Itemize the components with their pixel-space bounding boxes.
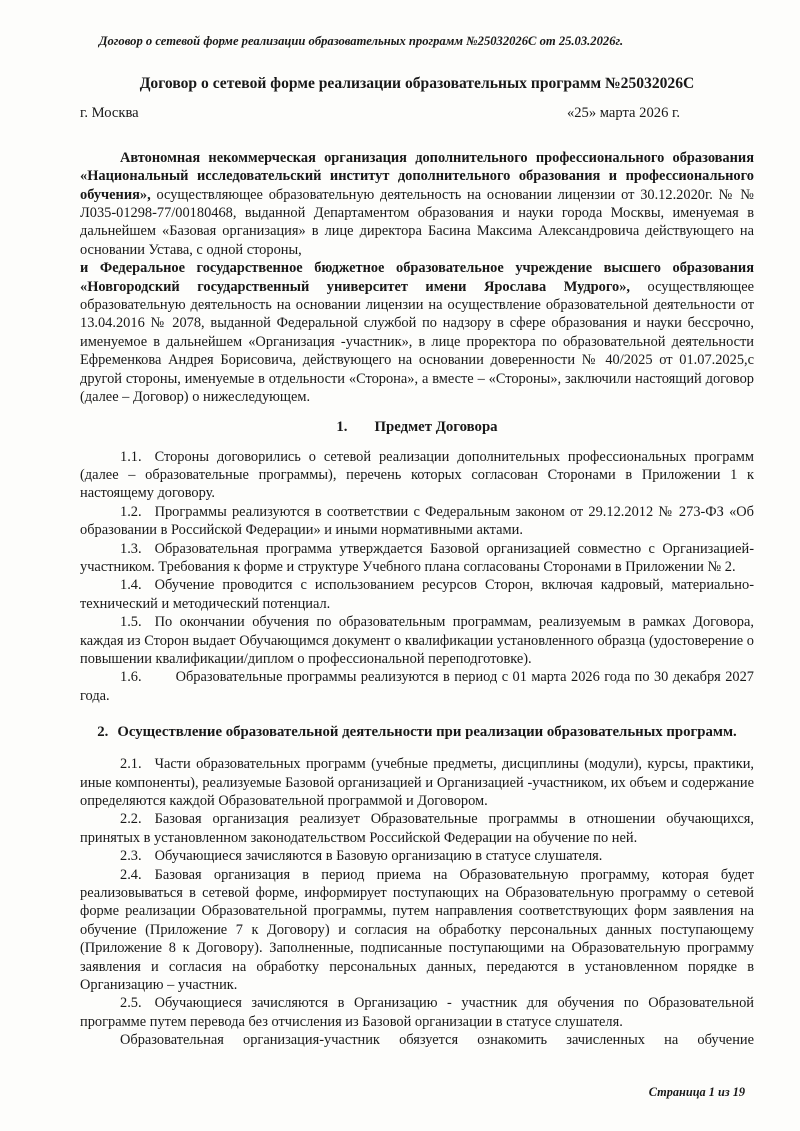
clause-1-5-number: 1.5. (120, 614, 142, 631)
clause-2-1-text: Части образовательных программ (учебные предметы, дисциплины (модули), курсы, практики, иные компоненты), реализуемые Базовой организацией и Организацией -участником, их объем и содержание определяются каждой Образовательной программой и Договором. (80, 756, 754, 809)
clause-2-1 (80, 755, 754, 810)
clause-1-2 (80, 503, 754, 540)
section-1-heading (80, 418, 754, 437)
clause-1-3-text: Образовательная программа утверждается Базовой организацией совместно с Организацией-участником. Требования к форме и структуре Учебного плана согласованы Сторонами в Приложении № 2. (80, 540, 754, 575)
place-date-row (80, 104, 754, 122)
clause-1-2-number: 1.2. (120, 503, 142, 520)
document-title: Договор о сетевой форме реализации образовательных программ №25032026С (139, 75, 695, 93)
clause-2-3-number: 2.3. (120, 848, 142, 865)
clause-2-1-number: 2.1. (120, 756, 142, 773)
clause-2-2-text: Базовая организация реализует Образовательные программы в отношении обучающихся, принятых в установленном законодательством Российской Федерации на обучение по ней. (80, 811, 754, 846)
clause-1-5 (80, 613, 754, 668)
section-2-title: Осуществление образовательной деятельности при реализации образовательных программ. (117, 724, 737, 741)
clause-2-4 (80, 866, 754, 995)
clause-2-5-text: Обучающиеся зачисляются в Организацию - участник для обучения по Образовательной программе путем перевода без отчисления из Базовой организации в статусе слушателя. (80, 995, 754, 1030)
clause-1-6-number: 1.6. (120, 669, 142, 686)
clause-1-3-number: 1.3. (120, 540, 142, 557)
party-2-name: и Федеральное государственное бюджетное образовательное учреждение высшего образования «Новгородский государственный университет имени Ярослава Мудрого», (80, 260, 754, 295)
party-1-name: Автономная некоммерческая организация дополнительного профессионального образования «Национальный исследовательский институт дополнительного образования и профессионального обучения», (80, 149, 754, 203)
section-2-number: 2. (97, 724, 109, 741)
preamble-party-2 (80, 259, 754, 406)
running-header: Договор о сетевой форме реализации образовательных программ №25032026С от 25.03.2026г. (98, 34, 624, 48)
clause-1-2-text: Программы реализуются в соответствии с Федеральным законом от 29.12.2012 № 273-ФЗ «Об образовании в Российской Федерации» и иными нормативными актами. (80, 503, 754, 539)
clause-1-3 (80, 540, 754, 577)
clause-1-4-number: 1.4. (120, 577, 142, 594)
clause-2-2 (80, 810, 754, 847)
clause-1-6-text: Образовательные программы реализуются в период с 01 марта 2026 года по 30 декабря 2027 года. (80, 669, 754, 704)
clause-2-2-number: 2.2. (120, 811, 142, 828)
clause-2-4-number: 2.4. (120, 866, 142, 883)
clause-1-6 (80, 668, 754, 705)
date-label: «25» марта 2026 г. (566, 105, 680, 122)
clause-2-3-text: Обучающиеся зачисляются в Базовую организацию в статусе слушателя. (154, 848, 603, 865)
party-2-details: осуществляющее образовательную деятельность на основании лицензии на осуществление образовательной деятельности от 13.04.2016 № 2078, выданной Федеральной службой по надзору в сфере образования и науки бессрочно, именуемое в дальнейшем «Организация -участник», в лице проректора по образовательной деятельности Ефременкова Андрея Борисовича, действующего на основании доверенности № 40/2025 от 01.07.2025,с другой стороны, именуемые в отдельности «Сторона», а вместе – «Стороны», заключили настоящий договор (далее – Договор) о нижеследующем. (80, 278, 754, 406)
clause-1-1-number: 1.1. (120, 448, 142, 465)
clause-2-3 (80, 847, 754, 865)
clause-1-4-text: Обучение проводится с использованием ресурсов Сторон, включая кадровый, материально-технический и методический потенциал. (80, 577, 754, 612)
clause-1-1-text: Стороны договорились о сетевой реализации дополнительных профессиональных программ (далее – образовательные программы), перечень которых согласован Сторонами в Приложении 1 к настоящему договору. (80, 448, 754, 502)
place-label: г. Москва (80, 105, 139, 122)
party-1-details: осуществляющее образовательную деятельность на основании лицензии от 30.12.2020г. № № Л035-01298-77/00180468, выданной Департаментом образования и науки города Москвы, именуемая в дальнейшем «Базовая организация» в лице директора Басина Максима Александровича действующего на основании Устава, с одной стороны, (80, 186, 754, 258)
preamble-party-1 (80, 149, 754, 259)
clause-1-4 (80, 576, 754, 613)
page-footer: Страница 1 из 19 (648, 1084, 745, 1099)
section-1-number: 1. (336, 418, 348, 435)
closing-paragraph: Образовательная организация-участник обязуется ознакомить зачисленных на обучение (120, 1032, 754, 1049)
section-1-title: Предмет Договора (374, 418, 498, 435)
clause-1-1 (80, 448, 754, 503)
clause-1-5-text: По окончании обучения по образовательным программам, реализуемым в рамках Договора, каждая из Сторон выдает Обучающимся документ о квалификации установленного образца (удостоверение о повышении квалификации/диплом о профессиональной переподготовке). (80, 614, 754, 667)
clause-2-5 (80, 994, 754, 1031)
clause-2-5-number: 2.5. (120, 995, 142, 1012)
section-2-heading (90, 723, 745, 742)
clause-2-4-text: Базовая организация в период приема на Образовательную программу, которая будет реализовываться в сетевой форме, информирует поступающих на Образовательную программу о сетевой форме реализации Образовательной программы, путем направления соответствующих форм заявления на обучение (Приложение 7 к Договору) и согласия на обработку персональных данных поступающему (Приложение 8 к Договору). Заполненные, подписанные поступающими на Образовательную программу заявления и согласия на обработку персональных данных, передаются в установленном порядке в Организацию – участник. (80, 866, 754, 994)
